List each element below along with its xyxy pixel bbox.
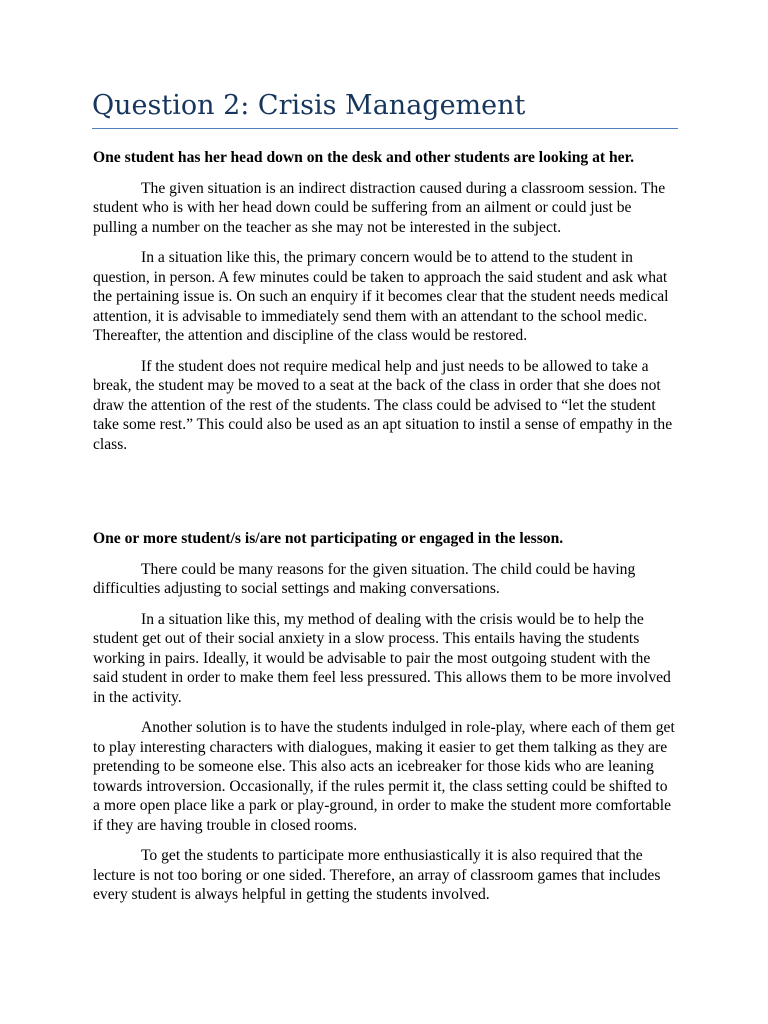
section-heading: One student has her head down on the desk and other students are looking at her.: [93, 149, 634, 166]
paragraph: To get the students to participate more enthusiastically it is also required that the lecture is not too boring or one sided. Therefore, an array of classroom games that includes every student is always helpful in getting the students involved.: [93, 847, 661, 903]
section-not-participating: [93, 529, 677, 916]
paragraph: The given situation is an indirect distraction caused during a classroom session. The student who is with her head down could be suffering from an ailment or could just be pulling a number on the teacher as she may not be interested in the subject.: [93, 179, 666, 236]
paragraph: Another solution is to have the students indulged in role-play, where each of them get to play interesting characters with dialogues, making it easier to get them talking as they are pretending to be someone else. This also acts an icebreaker for those kids who are leaning towards introversion. Occasionally, if the rules permit it, the class setting could be shifted to a more open place like a park or play-ground, in order to make the student more comfortable if they are having trouble in closed rooms.: [93, 719, 675, 834]
paragraph: In a situation like this, the primary concern would be to attend to the student in question, in person. A few minutes could be taken to approach the said student and ask what the pertaining issue is. On such an enquiry if it becomes clear that the student needs medical attention, it is advisable to immediately send them with an attendant to the school medic. Thereafter, the attention and discipline of the class would be restored.: [93, 249, 669, 344]
section-head-down-student: [93, 148, 677, 465]
page-title: Question 2: Crisis Management: [92, 90, 526, 121]
paragraph: In a situation like this, my method of dealing with the crisis would be to help the student get out of their social anxiety in a slow process. This entails having the students working in pairs. Ideally, it would be advisable to pair the most outgoing student with the said student in order to make them feel less pressured. This allows them to be more involved in the activity.: [93, 610, 671, 706]
section-heading: One or more student/s is/are not participating or engaged in the lesson.: [93, 530, 564, 547]
paragraph: There could be many reasons for the given situation. The child could be having difficulties adjusting to social settings and making conversations.: [93, 560, 636, 597]
paragraph: If the student does not require medical help and just needs to be allowed to take a break, the student may be moved to a seat at the back of the class in order that she does not draw the attention of the rest of the students. The class could be advised to “let the student take some rest.” This could also be used as an apt situation to instil a sense of empathy in the class.: [93, 357, 673, 453]
title-underline: [92, 128, 678, 129]
